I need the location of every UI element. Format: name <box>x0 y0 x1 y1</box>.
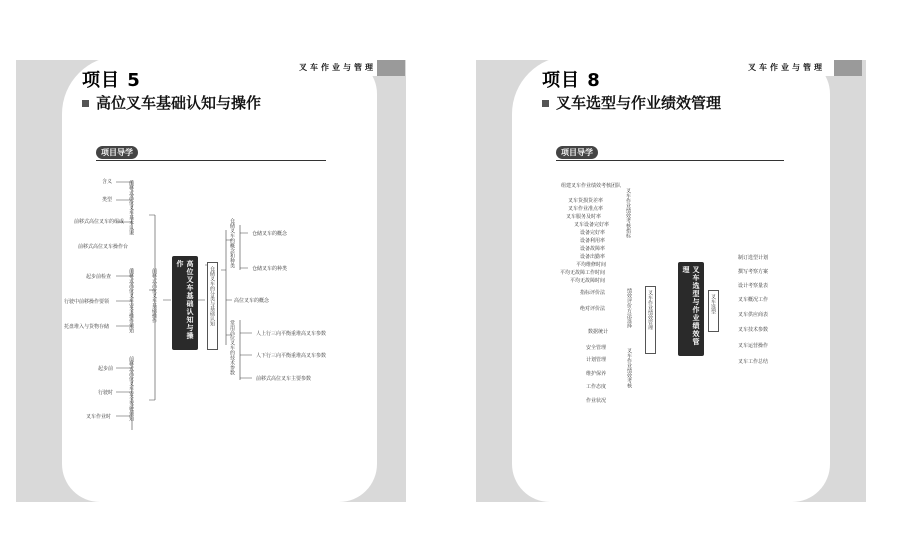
right-r-item-8: 叉车工作总结 <box>738 359 769 365</box>
left-group3-label: 前移式高位叉车安全驾驶须知 <box>128 356 134 421</box>
right-mid-box: 叉车作业绩效管理 <box>645 286 656 354</box>
right-project-number: 项目 8 <box>542 70 601 91</box>
right-r-item-7: 叉车运营操作 <box>738 343 769 349</box>
right-top-node: 组建叉车作业绩效考核团队 <box>561 183 622 189</box>
left-inner-box: 仓储叉车的分类与基础认知 <box>207 262 218 350</box>
right-select-box: 叉车选型 <box>708 290 719 332</box>
right-r-item-1: 制订选型计划 <box>738 255 769 261</box>
right-project-title <box>542 92 721 113</box>
left-group3-item-2: 行驶时 <box>98 390 114 396</box>
left-group3-item-3: 叉车作业时 <box>86 414 112 420</box>
left-rgroup2-item-1: 人上行三向平衡重堆高叉车参数 <box>256 331 327 337</box>
left-rmid: 高位叉车的概念 <box>234 298 270 304</box>
left-header-text: 叉车作业与管理 <box>299 63 376 72</box>
right-group2-label: 叉车作业绩效考核 <box>626 348 632 388</box>
right-assess-label: 绩效评价方法选择 <box>626 288 632 328</box>
right-r-item-5: 叉车供应商表 <box>738 312 769 318</box>
right-center-topic: 叉车选型与作业绩效管理 <box>678 262 704 356</box>
right-g1-item-6: 设备利用率 <box>580 238 606 244</box>
right-g1-item-3: 叉车服务及时率 <box>566 214 602 220</box>
right-assess-a: 指标评价法 <box>580 290 606 296</box>
left-node-item-2: 类型 <box>102 197 113 203</box>
left-group2-item-3: 托盘堆入与货物存储 <box>64 324 110 330</box>
right-g2-item-3: 维护保养 <box>586 371 607 377</box>
right-header-bar <box>834 60 862 76</box>
left-rgroup2-item-2: 人下行三向平衡重堆高叉车参数 <box>256 353 327 359</box>
right-page-card <box>512 56 830 502</box>
left-group2-item-2: 行驶中前移操作要领 <box>64 299 110 305</box>
left-misc-a: 前移式高位叉车操作台 <box>78 244 129 250</box>
right-title-bullet <box>542 100 549 107</box>
right-group2-label: 常用高位叉车的技术参数 <box>229 320 235 375</box>
right-g1-item-8: 设备出勤率 <box>580 254 606 260</box>
right-r-item-6: 叉车技术参数 <box>738 327 769 333</box>
right-g2-item-1: 安全管理 <box>586 345 607 351</box>
right-header-strip <box>726 60 846 76</box>
right-guide-underline <box>556 160 784 161</box>
left-guide-label: 项目导学 <box>96 146 138 159</box>
right-g1-item-2: 叉车作业准点率 <box>568 206 604 212</box>
right-g2-item-5: 作业状况 <box>586 398 607 404</box>
right-group1-label: 叉车作业绩效考核指标 <box>625 188 631 238</box>
right-page <box>476 60 866 502</box>
right-g1-item-11: 平均无故障时间 <box>570 278 606 284</box>
right-guide-label: 项目导学 <box>556 146 598 159</box>
right-header-text: 叉车作业与管理 <box>748 63 825 72</box>
left-rgroup1-item-2: 仓储叉车的种类 <box>252 266 288 272</box>
left-rgroup2-item-3: 前移式高位叉车主要参数 <box>256 376 312 382</box>
right-group2-first: 数据统计 <box>588 329 609 335</box>
left-group2-item-1: 起步前检查 <box>86 274 112 280</box>
right-r-item-3: 设计考察量表 <box>738 283 769 289</box>
right-g1-item-4: 叉车设备完好率 <box>574 222 610 228</box>
right-g2-item-4: 工作态度 <box>586 384 607 390</box>
right-g1-item-5: 设备完好率 <box>580 230 606 236</box>
left-group2-note: 前移式高位叉车安全操作须知 <box>128 268 134 333</box>
right-r-item-4: 叉车概况工作 <box>738 297 769 303</box>
left-group1-label: 前移式高位叉车基本认识 <box>128 180 134 235</box>
left-rgroup1-item-1: 仓储叉车的概念 <box>252 231 288 237</box>
right-group1-label: 仓储叉车的概念和种类 <box>229 218 235 268</box>
left-center-topic: 高位叉车基础认知与操作 <box>172 256 198 350</box>
left-group3-item-1: 起步前 <box>98 366 114 372</box>
left-title-text: 高位叉车基础认知与操作 <box>96 94 262 112</box>
right-g1-item-9: 平均维修时间 <box>576 262 607 268</box>
right-g2-item-2: 计划管理 <box>586 357 607 363</box>
right-assess-b: 绝对评价法 <box>580 306 606 312</box>
right-title-text: 叉车选型与作业绩效管理 <box>556 94 722 112</box>
left-node-item-3: 前移式高位叉车的组成 <box>74 219 125 225</box>
left-node-item-1: 含义 <box>102 179 113 185</box>
right-r-item-2: 撰写考察方案 <box>738 269 769 275</box>
right-g1-item-7: 设备故障率 <box>580 246 606 252</box>
left-project-number: 项目 5 <box>82 70 141 91</box>
right-g1-item-10: 平均无故障工作时间 <box>560 270 606 276</box>
right-g1-item-1: 叉车货损货差率 <box>568 198 604 204</box>
left-inner-label: 前移式高位叉车基础操作 <box>151 268 157 323</box>
